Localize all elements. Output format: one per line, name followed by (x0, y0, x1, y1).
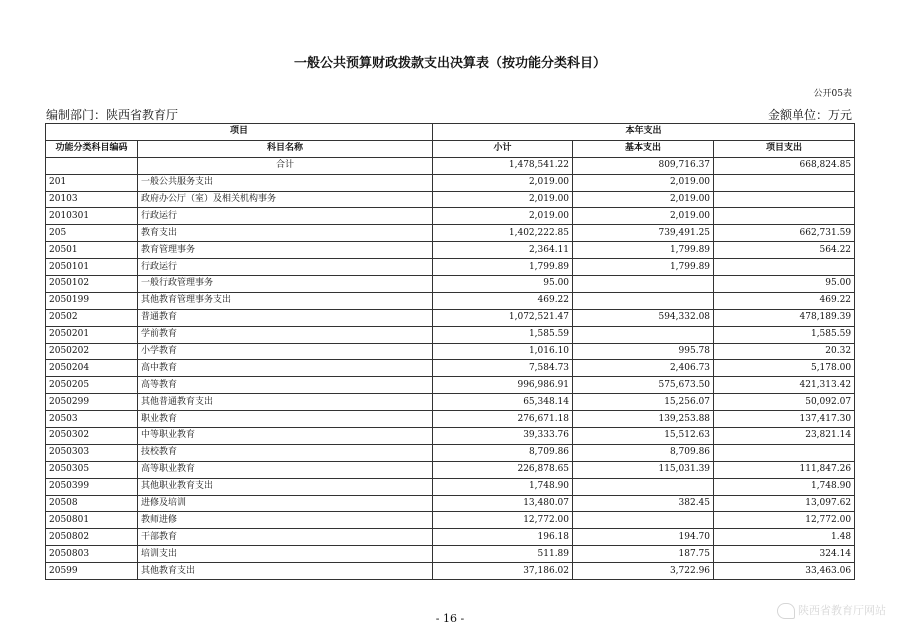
name-cell: 教育支出 (138, 225, 433, 242)
subtotal-cell: 2,019.00 (433, 191, 573, 208)
name-cell: 高等职业教育 (138, 461, 433, 478)
table-row (46, 411, 855, 428)
table-row (46, 394, 855, 411)
basic-cell: 382.45 (573, 495, 714, 512)
subtotal-cell: 2,019.00 (433, 174, 573, 191)
code-cell: 2050202 (46, 343, 138, 360)
code-cell: 2050205 (46, 377, 138, 394)
subtotal-cell: 12,772.00 (433, 512, 573, 529)
code-cell: 2050305 (46, 461, 138, 478)
table-row (46, 377, 855, 394)
basic-cell (573, 292, 714, 309)
project-cell: 23,821.14 (714, 428, 855, 445)
basic-cell: 575,673.50 (573, 377, 714, 394)
code-cell: 2050204 (46, 360, 138, 377)
total-project: 668,824.85 (714, 157, 855, 174)
subtotal-cell: 1,072,521.47 (433, 309, 573, 326)
basic-cell (573, 478, 714, 495)
table-row (46, 191, 855, 208)
subtotal-cell: 1,402,222.85 (433, 225, 573, 242)
table-row (46, 276, 855, 293)
basic-cell: 8,709.86 (573, 444, 714, 461)
code-cell: 2050201 (46, 326, 138, 343)
code-cell: 20508 (46, 495, 138, 512)
project-cell: 1,748.90 (714, 478, 855, 495)
table-row (46, 208, 855, 225)
project-cell: 662,731.59 (714, 225, 855, 242)
header-project: 项目支出 (714, 140, 855, 157)
subtotal-cell: 2,364.11 (433, 242, 573, 259)
table-row (46, 546, 855, 563)
table-row (46, 478, 855, 495)
total-row (46, 157, 855, 174)
project-cell: 1,585.59 (714, 326, 855, 343)
expenditure-table (45, 123, 855, 580)
code-cell: 20502 (46, 309, 138, 326)
total-basic: 809,716.37 (573, 157, 714, 174)
basic-cell (573, 326, 714, 343)
project-cell: 33,463.06 (714, 563, 855, 580)
unit-label: 金额单位：万元 (767, 108, 852, 122)
watermark-text: 陕西省教育厅网站 (798, 604, 886, 617)
subtotal-cell: 8,709.86 (433, 444, 573, 461)
subtotal-cell: 1,748.90 (433, 478, 573, 495)
code-cell: 2050302 (46, 428, 138, 445)
basic-cell: 2,406.73 (573, 360, 714, 377)
subtotal-cell: 196.18 (433, 529, 573, 546)
basic-cell: 139,253.88 (573, 411, 714, 428)
basic-cell: 194.70 (573, 529, 714, 546)
header-code: 功能分类科目编码 (46, 140, 138, 157)
name-cell: 职业教育 (138, 411, 433, 428)
total-label: 合计 (138, 157, 433, 174)
basic-cell: 2,019.00 (573, 174, 714, 191)
page-number: - 16 - (435, 612, 465, 625)
table-row (46, 326, 855, 343)
basic-cell: 594,332.08 (573, 309, 714, 326)
subtotal-cell: 511.89 (433, 546, 573, 563)
project-cell: 469.22 (714, 292, 855, 309)
basic-cell: 2,019.00 (573, 208, 714, 225)
report-title: 一般公共预算财政拨款支出决算表（按功能分类科目） (293, 56, 606, 71)
code-cell: 2050102 (46, 276, 138, 293)
code-cell: 20103 (46, 191, 138, 208)
project-cell (714, 259, 855, 276)
header-basic: 基本支出 (573, 140, 714, 157)
project-cell (714, 444, 855, 461)
subtotal-cell: 13,480.07 (433, 495, 573, 512)
code-cell: 20501 (46, 242, 138, 259)
name-cell: 其他普通教育支出 (138, 394, 433, 411)
code-cell: 2050399 (46, 478, 138, 495)
subtotal-cell: 7,584.73 (433, 360, 573, 377)
subtotal-cell: 469.22 (433, 292, 573, 309)
code-cell: 20599 (46, 563, 138, 580)
table-row (46, 495, 855, 512)
subtotal-cell: 2,019.00 (433, 208, 573, 225)
basic-cell: 1,799.89 (573, 259, 714, 276)
name-cell: 其他教育支出 (138, 563, 433, 580)
subtotal-cell: 996,986.91 (433, 377, 573, 394)
subtotal-cell: 37,186.02 (433, 563, 573, 580)
project-cell (714, 191, 855, 208)
project-cell: 20.32 (714, 343, 855, 360)
name-cell: 高中教育 (138, 360, 433, 377)
department-label: 编制部门：陕西省教育厅 (46, 108, 179, 122)
name-cell: 进修及培训 (138, 495, 433, 512)
project-cell: 111,847.26 (714, 461, 855, 478)
subtotal-cell: 276,671.18 (433, 411, 573, 428)
table-row (46, 174, 855, 191)
header-item: 项目 (46, 124, 433, 141)
basic-cell: 15,256.07 (573, 394, 714, 411)
subtotal-cell: 1,799.89 (433, 259, 573, 276)
project-cell: 324.14 (714, 546, 855, 563)
code-cell: 2050303 (46, 444, 138, 461)
name-cell: 普通教育 (138, 309, 433, 326)
table-row (46, 563, 855, 580)
name-cell: 教育管理事务 (138, 242, 433, 259)
table-row (46, 309, 855, 326)
total-code-cell (46, 157, 138, 174)
basic-cell: 739,491.25 (573, 225, 714, 242)
table-body (46, 157, 855, 579)
header-name: 科目名称 (138, 140, 433, 157)
subtotal-cell: 1,585.59 (433, 326, 573, 343)
name-cell: 技校教育 (138, 444, 433, 461)
name-cell: 一般公共服务支出 (138, 174, 433, 191)
basic-cell (573, 512, 714, 529)
code-cell: 2050802 (46, 529, 138, 546)
subtotal-cell: 65,348.14 (433, 394, 573, 411)
code-cell: 2050299 (46, 394, 138, 411)
project-cell: 137,417.30 (714, 411, 855, 428)
project-cell: 13,097.62 (714, 495, 855, 512)
project-cell: 5,178.00 (714, 360, 855, 377)
table-row (46, 444, 855, 461)
basic-cell: 115,031.39 (573, 461, 714, 478)
project-cell: 478,189.39 (714, 309, 855, 326)
code-cell: 2050101 (46, 259, 138, 276)
code-cell: 2050801 (46, 512, 138, 529)
name-cell: 一般行政管理事务 (138, 276, 433, 293)
name-cell: 学前教育 (138, 326, 433, 343)
project-cell: 1.48 (714, 529, 855, 546)
table-row (46, 292, 855, 309)
name-cell: 政府办公厅（室）及相关机构事务 (138, 191, 433, 208)
name-cell: 干部教育 (138, 529, 433, 546)
name-cell: 小学教育 (138, 343, 433, 360)
name-cell: 其他职业教育支出 (138, 478, 433, 495)
table-row (46, 259, 855, 276)
project-cell (714, 174, 855, 191)
project-cell: 50,092.07 (714, 394, 855, 411)
basic-cell: 2,019.00 (573, 191, 714, 208)
subtotal-cell: 39,333.76 (433, 428, 573, 445)
header-year-expense: 本年支出 (433, 124, 855, 141)
basic-cell (573, 276, 714, 293)
project-cell: 12,772.00 (714, 512, 855, 529)
subtotal-cell: 1,016.10 (433, 343, 573, 360)
name-cell: 培训支出 (138, 546, 433, 563)
subtotal-cell: 226,878.65 (433, 461, 573, 478)
table-row (46, 428, 855, 445)
table-row (46, 242, 855, 259)
watermark (777, 602, 886, 619)
project-cell: 564.22 (714, 242, 855, 259)
watermark-logo-icon (777, 603, 795, 619)
table-row (46, 529, 855, 546)
code-cell: 2050199 (46, 292, 138, 309)
table-row (46, 461, 855, 478)
total-subtotal: 1,478,541.22 (433, 157, 573, 174)
code-cell: 2010301 (46, 208, 138, 225)
project-cell (714, 208, 855, 225)
table-row (46, 225, 855, 242)
basic-cell: 1,799.89 (573, 242, 714, 259)
name-cell: 中等职业教育 (138, 428, 433, 445)
name-cell: 行政运行 (138, 259, 433, 276)
table-row (46, 512, 855, 529)
code-cell: 2050803 (46, 546, 138, 563)
code-cell: 201 (46, 174, 138, 191)
table-row (46, 360, 855, 377)
code-cell: 20503 (46, 411, 138, 428)
project-cell: 95.00 (714, 276, 855, 293)
name-cell: 行政运行 (138, 208, 433, 225)
name-cell: 教师进修 (138, 512, 433, 529)
header-subtotal: 小计 (433, 140, 573, 157)
name-cell: 其他教育管理事务支出 (138, 292, 433, 309)
basic-cell: 187.75 (573, 546, 714, 563)
subtotal-cell: 95.00 (433, 276, 573, 293)
basic-cell: 3,722.96 (573, 563, 714, 580)
basic-cell: 995.78 (573, 343, 714, 360)
project-cell: 421,313.42 (714, 377, 855, 394)
code-cell: 205 (46, 225, 138, 242)
form-code: 公开05表 (813, 89, 852, 99)
basic-cell: 15,512.63 (573, 428, 714, 445)
table-row (46, 343, 855, 360)
name-cell: 高等教育 (138, 377, 433, 394)
